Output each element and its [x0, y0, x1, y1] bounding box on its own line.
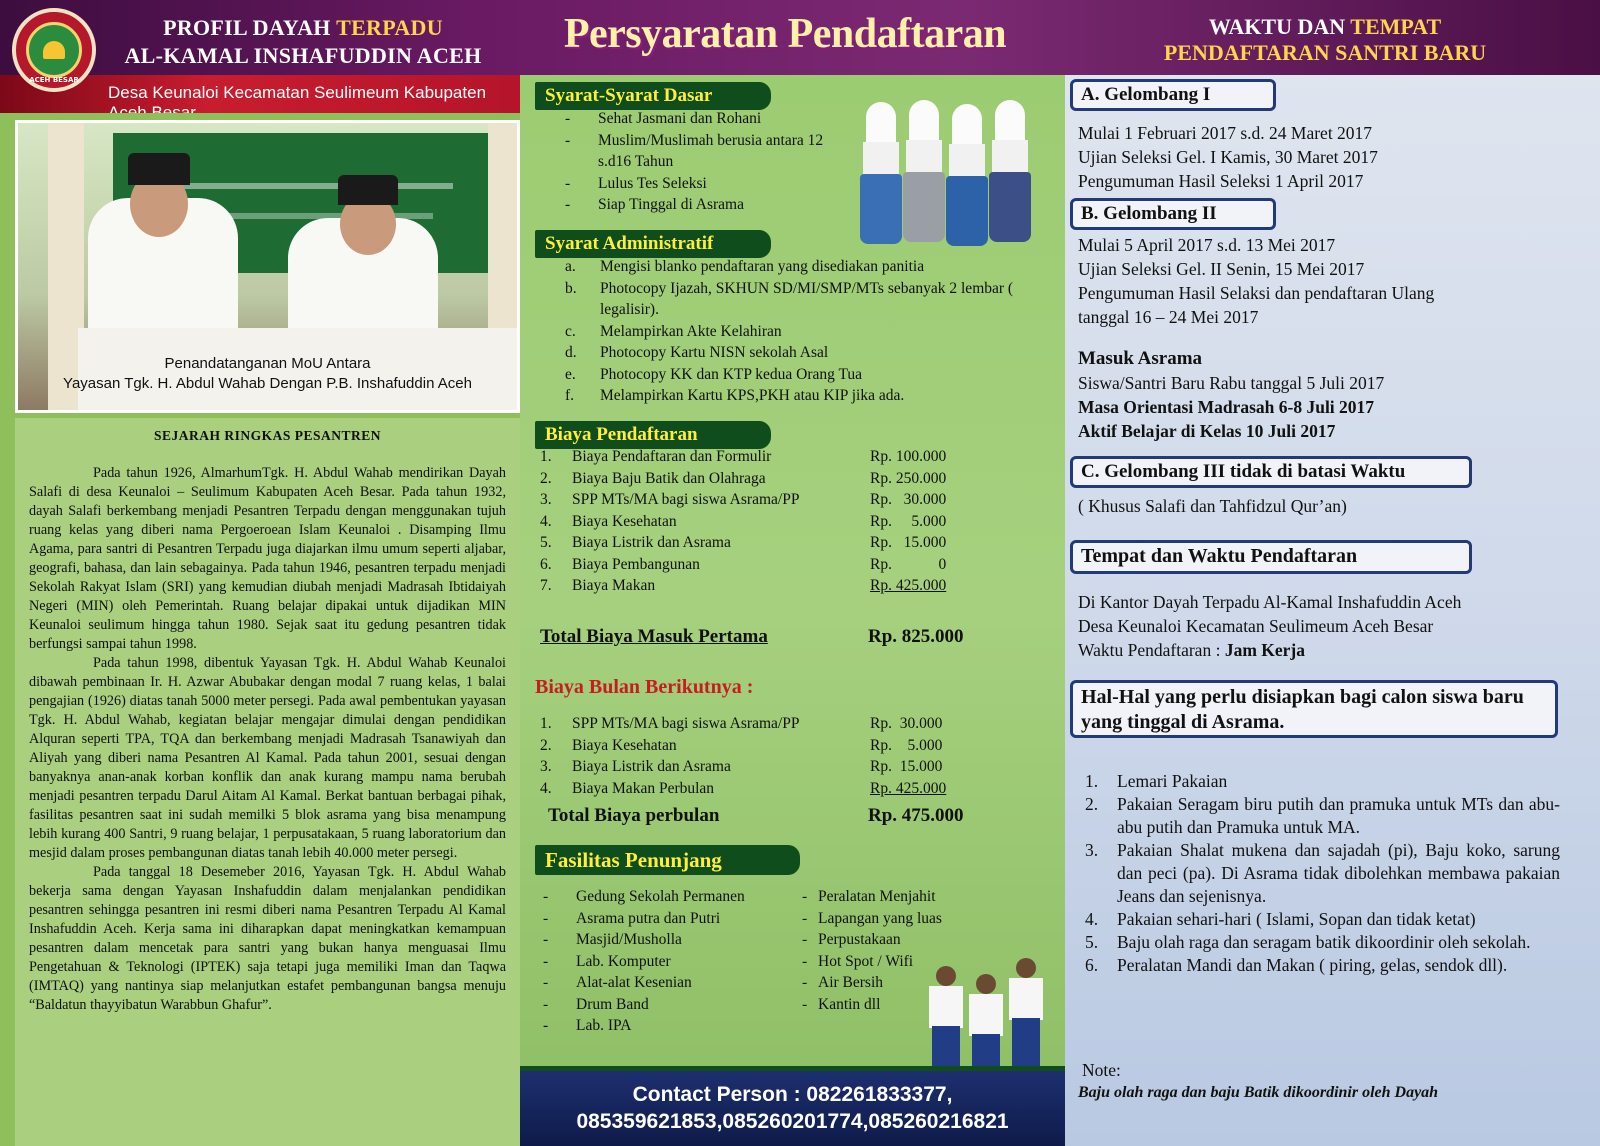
table-row: 6. Biaya Pembangunan Rp. 0 [540, 555, 947, 573]
profil-line2: AL-KAMAL INSHAFUDDIN ACEH [124, 43, 482, 68]
list-item: - Lulus Tes Seleksi [565, 174, 707, 192]
list-item: - Peralatan Menjahit [802, 888, 936, 905]
bulanan-total-label: Total Biaya perbulan [548, 805, 720, 826]
gelombang3-note: ( Khusus Salafi dan Tahfidzul Qur’an) [1078, 496, 1347, 516]
tempat-details: Di Kantor Dayah Terpadu Al-Kamal Inshafuddin Aceh Desa Keunaloi Kecamatan Seulimeum Aceh Besar Waktu Pendaftaran : Jam Kerja [1078, 592, 1462, 660]
table-row: 4. Biaya Makan Perbulan Rp. 425.000 [540, 779, 947, 797]
logo-emblem [26, 22, 82, 78]
table-row: 7. Biaya Makan Rp. 425.000 [540, 577, 947, 594]
contact-line1: Contact Person : 082261833377, [632, 1083, 953, 1106]
fasilitas-title: Fasilitas Penunjang [535, 845, 800, 875]
student-boy [929, 966, 963, 1070]
sejarah-paragraph: Pada tahun 1926, AlmarhumTgk. H. Abdul Wahab mendirikan Dayah Salafi di desa Keunaloi – Seulimum Kabupaten Aceh Besar. Pada tahun 1932, dayah Salafi berkembang menjadi Pesantren Terpadu dengan menggunakan tujuh ruang kelas yang diberi nama Pergoeroean Islam Keunaloi . Disamping Ilmu Agama, para santri di Pesantren Terpadu juga diajarkan ilmu umum seperti aljabar, geografi, bahasa, dan lain sebagainya. Pada tahun 1946, pesantren terpadu menjadi Sekolah Rakyat Islam (SRI) yang kemudian diubah menjadi Madrasah Ibtidaiyah Negeri (MIN) oleh Pemerintah. Ruang belajar dipakai untuk dijadikan MIN Keunaloi seulimum hingga tahun 1980. Sejak saat itu gedung pesantren tidak berfungsi sampai tahun 1998. [29, 465, 506, 652]
list-item: 5. Baju olah raga dan seragam batik dikoordinir oleh sekolah. [1085, 932, 1531, 952]
biaya-table [540, 446, 990, 597]
table-row: 3. SPP MTs/MA bagi siswa Asrama/PP Rp. 30.000 [540, 491, 947, 508]
list-item: - Siap Tinggal di Asrama [565, 196, 744, 213]
photo-caption-line2: Yayasan Tgk. H. Abdul Wahab Dengan P.B. Inshafuddin Aceh [63, 375, 472, 392]
contact-person-bar [520, 1066, 1065, 1146]
bulanan-title: Biaya Bulan Berikutnya : [535, 676, 754, 698]
list-item: - Kantin dll [802, 995, 881, 1013]
table-row: 1. SPP MTs/MA bagi siswa Asrama/PP Rp. 30.000 [540, 715, 943, 732]
waktu-line1-highlight: TEMPAT [1350, 14, 1442, 39]
photo-cap [128, 153, 190, 185]
biaya-total-label: Total Biaya Masuk Pertama [540, 626, 768, 647]
masuk-asrama-section: Masuk Asrama Siswa/Santri Baru Rabu tanggal 5 Juli 2017 Masa Orientasi Madrasah 6-8 Juli 2017 Aktif Belajar di Kelas 10 Juli 2017 [1078, 348, 1385, 441]
table-row: 3. Biaya Listrik dan Asrama Rp. 15.000 [540, 758, 943, 775]
contact-phone-numbers: 085359621853,085260201774,085260216821 [576, 1110, 1009, 1133]
waktu-line2: PENDAFTARAN SANTRI BARU [1163, 40, 1487, 65]
list-item: 3. Pakaian Shalat mukena dan sajadah (pi), Baju koko, sarung dan peci (pa). Di Asrama tidak dibolehkan membawa pakaian Jeans dan sejenisnya. [1085, 840, 1560, 906]
list-item: 4. Pakaian sehari-hari ( Islami, Sopan dan tidak ketat) [1085, 909, 1476, 929]
bulanan-table [540, 713, 990, 799]
list-item: c. Melampirkan Akte Kelahiran [565, 322, 782, 340]
note-label: Note: [1082, 1060, 1121, 1080]
masuk-asrama-title: Masuk Asrama [1078, 348, 1203, 369]
banner-text-line [153, 183, 453, 189]
list-item: - Hot Spot / Wifi [802, 952, 914, 970]
logo-text: ACEH BESAR [29, 76, 79, 84]
sejarah-section [15, 418, 520, 1146]
list-item: 2. Pakaian Seragam biru putih dan pramuka untuk MTs dan abu-abu putih dan Pramuka untuk MA. [1085, 794, 1560, 837]
list-item: - Asrama putra dan Putri [543, 909, 721, 927]
student-girl [946, 104, 988, 250]
students-boys-illustration [925, 955, 1050, 1070]
gelombang2-title: B. Gelombang II [1070, 198, 1276, 230]
left-column [0, 113, 520, 1146]
syarat-dasar-title: Syarat-Syarat Dasar [535, 82, 771, 110]
syarat-admin-title: Syarat Administratif [535, 230, 771, 258]
photo-cap [338, 175, 398, 205]
gelombang2-details: Mulai 5 April 2017 s.d. 13 Mei 2017 Ujian Seleksi Gel. II Senin, 15 Mei 2017 Pengumuman Hasil Selaksi dan pendaftaran Ulang tanggal 16 – 24 Mei 2017 [1078, 235, 1435, 327]
list-item: - Muslim/Muslimah berusia antara 12 s.d16 Tahun [565, 131, 824, 170]
student-girl [860, 102, 902, 250]
list-item: e. Photocopy KK dan KTP kedua Orang Tua [565, 365, 863, 383]
list-item: f. Melampirkan Kartu KPS,PKH atau KIP jika ada. [565, 387, 905, 404]
profil-line1: PROFIL DAYAH [163, 15, 331, 40]
list-item: - Gedung Sekolah Permanen [543, 888, 745, 905]
list-item: - Sehat Jasmani dan Rohani [565, 110, 762, 127]
page-title: Persyaratan Pendaftaran [563, 11, 1007, 57]
table-row: 1. Biaya Pendaftaran dan Formulir Rp. 100.000 [540, 448, 947, 465]
list-item: b. Photocopy Ijazah, SKHUN SD/MI/SMP/MTs sebanyak 2 lembar ( legalisir). [565, 279, 1014, 318]
table-row: 4. Biaya Kesehatan Rp. 5.000 [540, 512, 947, 530]
sejarah-paragraph: Pada tahun 1998, dibentuk Yayasan Tgk. H. Abdul Wahab Keunaloi dibawah pembinaan Ir. H. Azwar Abubakar dengan modal 7 ruang kelas, 1 balai pengajian (1926) diatas tanah 5000 meter persegi. Pada awal pembentukan yayasan Tgk. H. Abdul Wahab, kegiatan belajar mengajar dimulai dengan pendidikan Alquran seperti TPA, TQA dan berkembang menjadi Madrasah Tsanawiyah dan Aliyah yang diberi nama Pesantren Al Kamal. Pada tahun 2001, sesuai dengan banyaknya anan-anak korban konflik dan anak kurang mampu nama berubah menjadi pesantren terpadu Darul Aitam Al Kamal. Berkat bantuan berbagai pihak, fasilitas pesantren saat ini sudah memilki 5 blok asrama yang bisa menampung lebih kurang 400 Santri, 9 ruang belajar, 1 perpusatakaan, 5 ruang laboratorium dan mesjid dalam proses pembangunan diatas tanah lebih 40.000 meter persegi. [29, 655, 506, 861]
sejarah-paragraph: Pada tanggal 18 Desemeber 2016, Yayasan Tgk. H. Abdul Wahab bekerja sama dengan Yayasan Inshafuddin dalam menjalankan pendidikan pesantren sehingga pesantren ini resmi diberi nama Pesantren Terpadu Al Kamal Inshafuddin Aceh. Kerja sama ini diharapkan dapat meningkatkan kemampuan pesantren dalam mencetak para santri yang bukan hanya menguasai Ilmu Pengetahuan & Teknologi (IPTEK) saja tetapi juga memiliki Iman dan Taqwa (IMTAQ) yang nantinya siap melanjutkan estafet pembangunan bangsa menuju “Baldatun thayyibatun Warabbun Ghafur”. [29, 864, 506, 1013]
profil-line1-highlight: TERPADU [336, 15, 443, 40]
gelombang1-title: A. Gelombang I [1070, 79, 1276, 111]
list-item: - Drum Band [543, 995, 649, 1013]
fasilitas-left-list [543, 886, 788, 1037]
biaya-title: Biaya Pendaftaran [535, 421, 771, 449]
list-item: 6. Peralatan Mandi dan Makan ( piring, gelas, sendok dll). [1085, 955, 1508, 975]
student-girl [989, 100, 1031, 250]
list-item: 1. Lemari Pakaian [1085, 771, 1228, 791]
biaya-total-value: Rp. 825.000 [868, 626, 964, 647]
list-item: - Air Bersih [802, 974, 884, 991]
table-row: 2. Biaya Kesehatan Rp. 5.000 [540, 736, 943, 754]
waktu-heading [1085, 14, 1565, 66]
tempat-title: Tempat dan Waktu Pendaftaran [1070, 540, 1472, 574]
address-text: Desa Keunaloi Kecamatan Seulimeum Kabupaten [108, 83, 487, 102]
student-boy [1009, 958, 1043, 1070]
table-row: 5. Biaya Listrik dan Asrama Rp. 15.000 [540, 534, 947, 551]
table-row: 2. Biaya Baju Batik dan Olahraga Rp. 250.000 [540, 469, 947, 487]
mosque-icon [43, 41, 65, 59]
students-girls-illustration [855, 95, 1040, 250]
list-item: - Lapangan yang luas [802, 909, 942, 927]
bulanan-total-value: Rp. 475.000 [868, 805, 964, 826]
note-text: Baju olah raga dan baju Batik dikoordinir oleh Dayah [1078, 1084, 1439, 1101]
list-item: - Lab. Komputer [543, 952, 671, 970]
gelombang3-title: C. Gelombang III tidak di batasi Waktu [1070, 456, 1472, 488]
waktu-line1: WAKTU DAN [1208, 14, 1346, 39]
profil-heading [108, 14, 498, 70]
student-girl [903, 100, 945, 250]
list-item: - Masjid/Musholla [543, 931, 682, 948]
halhal-list [1080, 770, 1560, 977]
syarat-admin-list [565, 256, 1025, 407]
school-logo [12, 8, 96, 92]
list-item: - Lab. IPA [543, 1017, 632, 1034]
sejarah-title: SEJARAH RINGKAS PESANTREN [153, 428, 382, 443]
gelombang1-details: Mulai 1 Februari 2017 s.d. 24 Maret 2017 Ujian Seleksi Gel. I Kamis, 30 Maret 2017 Pengumuman Hasil Seleksi 1 April 2017 [1078, 123, 1378, 191]
photo-caption-line1: Penandatanganan MoU Antara [164, 355, 371, 372]
list-item: - Perpustakaan [802, 931, 901, 948]
list-item: a. Mengisi blanko pendaftaran yang disediakan panitia [565, 258, 925, 275]
mou-photo [15, 120, 520, 413]
student-boy [969, 974, 1003, 1070]
syarat-dasar-list [565, 108, 835, 216]
list-item: d. Photocopy Kartu NISN sekolah Asal [565, 344, 829, 361]
halhal-title: Hal-Hal yang perlu disiapkan bagi calon siswa baru yang tinggal di Asrama. [1070, 680, 1558, 738]
list-item: - Alat-alat Kesenian [543, 974, 692, 991]
